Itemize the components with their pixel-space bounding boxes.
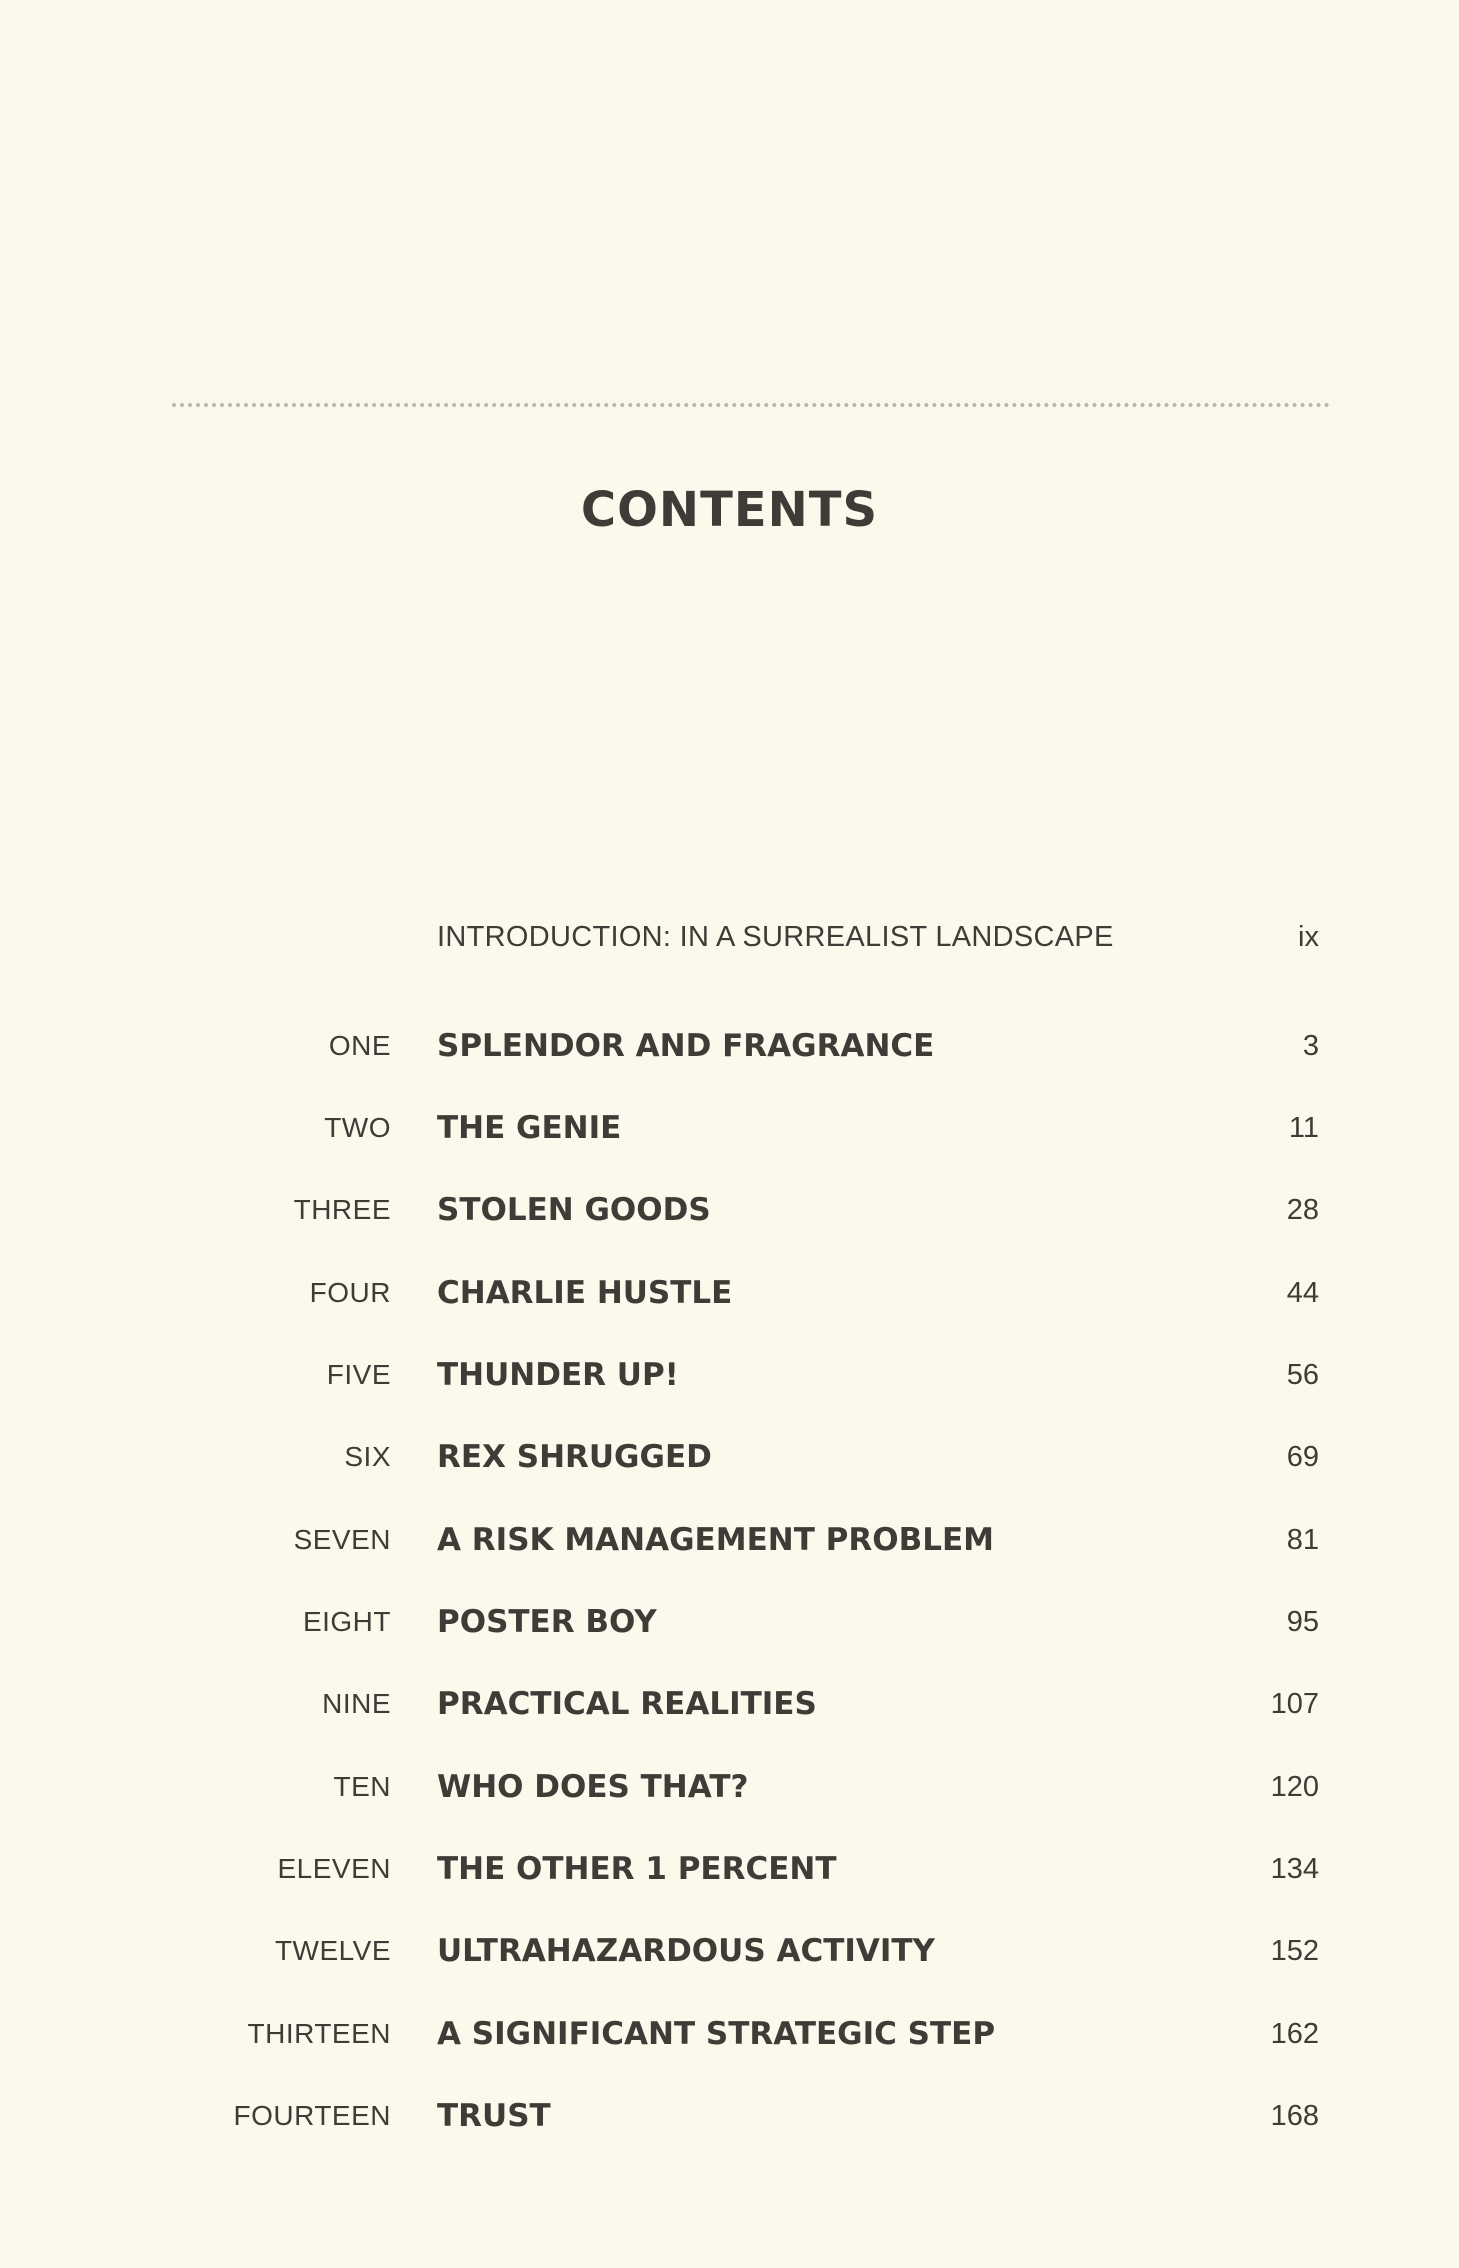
- chapter-title: ULTRAHAZARDOUS ACTIVITY: [437, 1933, 935, 1969]
- chapter-page: 107: [1270, 1688, 1319, 1720]
- introduction-title: INTRODUCTION: IN A SURREALIST LANDSCAPE: [437, 921, 1114, 953]
- chapter-number: ONE: [328, 1030, 391, 1061]
- chapter-number: EIGHT: [302, 1606, 391, 1637]
- chapter-page: 162: [1270, 2018, 1319, 2050]
- page-title: CONTENTS: [580, 482, 879, 538]
- chapter-page: 152: [1270, 1935, 1319, 1967]
- chapter-number: TWO: [324, 1112, 391, 1143]
- toc-chapter[interactable]: [0, 1921, 1459, 1981]
- toc-chapter[interactable]: [0, 1263, 1459, 1323]
- toc-chapter[interactable]: [0, 1757, 1459, 1817]
- chapter-number: FOURTEEN: [233, 2100, 391, 2131]
- chapter-title: SPLENDOR AND FRAGRANCE: [437, 1028, 935, 1064]
- chapter-page: 69: [1286, 1441, 1319, 1473]
- chapter-number: THREE: [293, 1194, 391, 1225]
- chapter-title: THE OTHER 1 PERCENT: [437, 1851, 837, 1887]
- chapter-title: REX SHRUGGED: [437, 1439, 712, 1475]
- chapter-page: 95: [1286, 1606, 1319, 1638]
- chapter-page: 3: [1302, 1030, 1319, 1062]
- chapter-number: TEN: [333, 1771, 391, 1802]
- chapter-number: THIRTEEN: [247, 2018, 391, 2049]
- chapter-page: 81: [1286, 1524, 1319, 1556]
- chapter-page: 168: [1270, 2100, 1319, 2132]
- toc-chapter[interactable]: [0, 1098, 1459, 1158]
- toc-chapter[interactable]: [0, 1510, 1459, 1570]
- chapter-number: TWELVE: [274, 1935, 391, 1966]
- toc-chapter[interactable]: [0, 1839, 1459, 1899]
- chapter-title: PRACTICAL REALITIES: [437, 1686, 817, 1722]
- chapter-title: CHARLIE HUSTLE: [437, 1275, 733, 1311]
- chapter-number: FIVE: [326, 1359, 391, 1390]
- chapter-page: 120: [1270, 1771, 1319, 1803]
- chapter-number: FOUR: [309, 1277, 391, 1308]
- chapter-title: A SIGNIFICANT STRATEGIC STEP: [437, 2016, 996, 2052]
- toc-introduction[interactable]: [0, 907, 1459, 967]
- toc-chapter[interactable]: [0, 1180, 1459, 1240]
- toc-chapter[interactable]: [0, 2004, 1459, 2064]
- chapter-page: 44: [1286, 1277, 1319, 1309]
- toc-chapter[interactable]: [0, 1592, 1459, 1652]
- toc-chapter[interactable]: [0, 1674, 1459, 1734]
- chapter-page: 11: [1288, 1112, 1319, 1144]
- chapter-title: THE GENIE: [437, 1110, 622, 1146]
- chapter-page: 56: [1286, 1359, 1319, 1391]
- chapter-title: A RISK MANAGEMENT PROBLEM: [437, 1522, 994, 1558]
- toc-chapter[interactable]: [0, 1427, 1459, 1487]
- chapter-title: THUNDER UP!: [437, 1357, 679, 1393]
- chapter-number: NINE: [322, 1688, 391, 1719]
- toc-chapter[interactable]: [0, 2086, 1459, 2146]
- chapter-number: SEVEN: [293, 1524, 391, 1555]
- chapter-number: SIX: [344, 1441, 391, 1472]
- chapter-title: TRUST: [437, 2098, 551, 2134]
- chapter-page: 134: [1270, 1853, 1319, 1885]
- chapter-number: ELEVEN: [277, 1853, 391, 1884]
- toc-chapter[interactable]: [0, 1345, 1459, 1405]
- chapter-title: WHO DOES THAT?: [437, 1769, 749, 1805]
- chapter-title: POSTER BOY: [437, 1604, 657, 1640]
- toc-chapter[interactable]: [0, 1016, 1459, 1076]
- chapter-title: STOLEN GOODS: [437, 1192, 711, 1228]
- chapter-page: 28: [1286, 1194, 1319, 1226]
- introduction-page: ix: [1298, 921, 1319, 953]
